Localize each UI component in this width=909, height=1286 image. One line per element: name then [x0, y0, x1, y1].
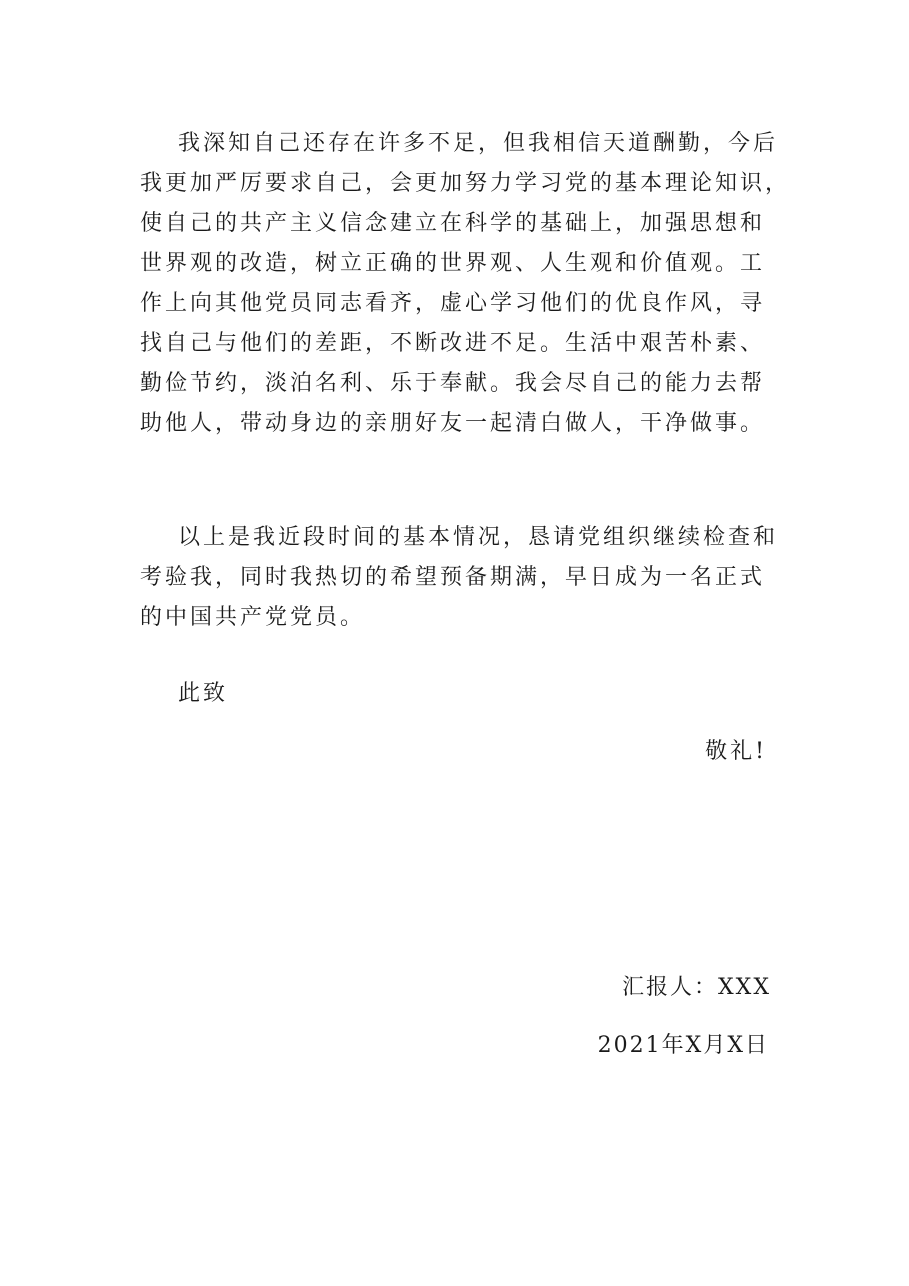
paragraph-line: 考验我，同时我热切的希望预备期满，早日成为一名正式: [140, 565, 766, 590]
paragraph-line: 找自己与他们的差距，不断改进不足。生活中艰苦朴素、: [140, 331, 766, 356]
paragraph-line: 世界观的改造，树立正确的世界观、人生观和价值观。工: [140, 251, 766, 276]
paragraph-line: 我深知自己还存在许多不足，但我相信天道酬勤，今后: [178, 131, 779, 156]
closing-salutation: 此致: [178, 681, 229, 706]
paragraph-2: [140, 518, 780, 638]
paragraph-line: 作上向其他党员同志看齐，虚心学习他们的优良作风，寻: [140, 291, 766, 316]
paragraph-line: 的中国共产党党员。: [140, 605, 366, 630]
paragraph-line: 勤俭节约，淡泊名利、乐于奉献。我会尽自己的能力去帮: [140, 371, 766, 396]
paragraph-line: 以上是我近段时间的基本情况，恳请党组织继续检查和: [178, 525, 779, 550]
report-date: 2021年X月X日: [597, 1033, 769, 1058]
closing-regards: 敬礼!: [705, 739, 767, 764]
paragraph-line: 使自己的共产主义信念建立在科学的基础上，加强思想和: [140, 211, 766, 236]
paragraph-line: 助他人，带动身边的亲朋好友一起清白做人，干净做事。: [140, 411, 766, 436]
reporter-signature: 汇报人：XXX: [622, 975, 771, 1000]
paragraph-1: [140, 124, 791, 444]
paragraph-line: 我更加严厉要求自己，会更加努力学习党的基本理论知识，: [140, 171, 791, 196]
